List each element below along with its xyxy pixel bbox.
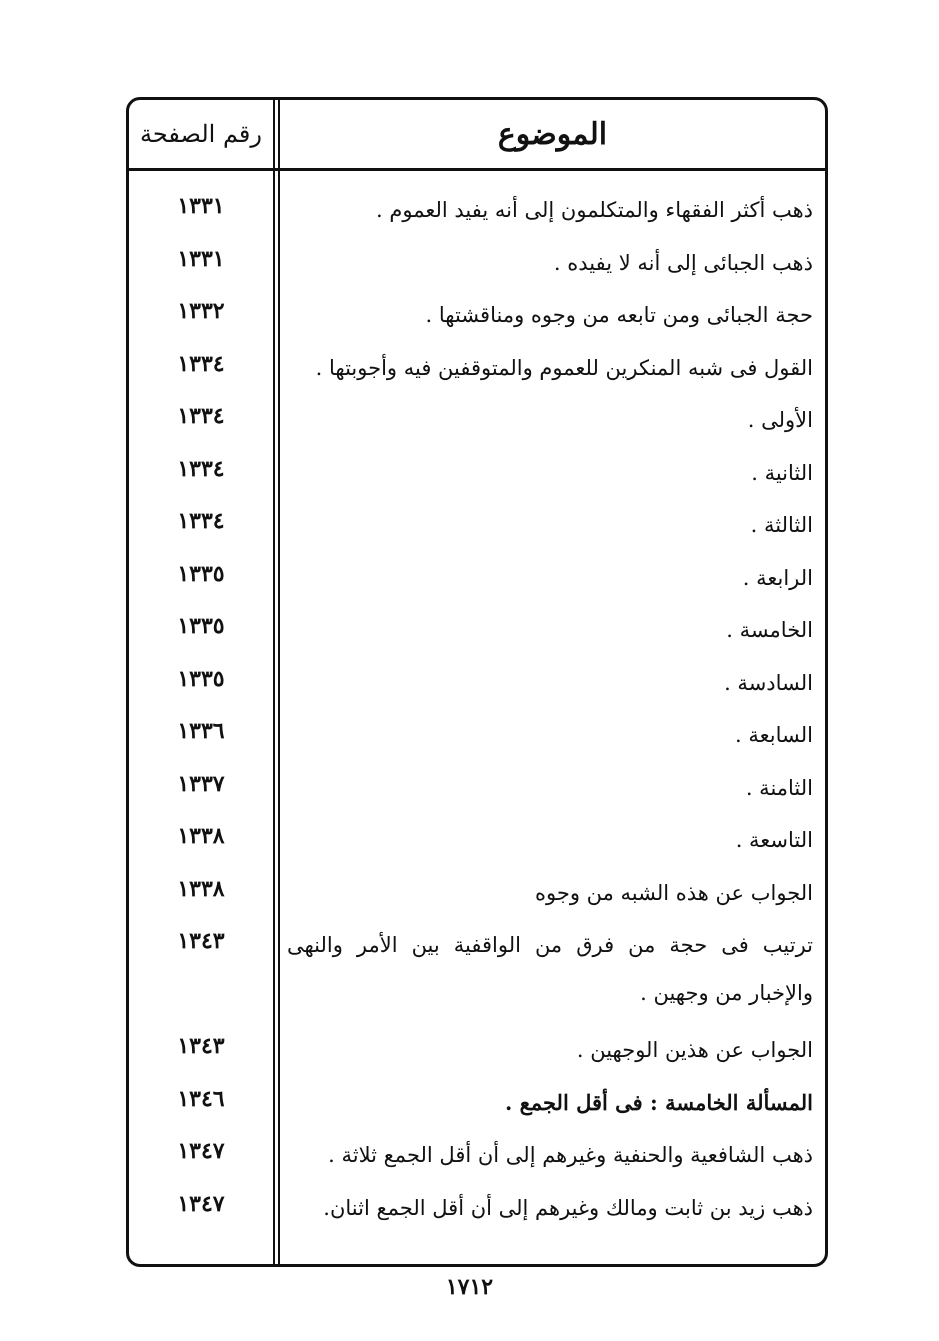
row-topic: حجة الجبائى ومن تابعه من وجوه ومناقشتها .	[425, 303, 813, 327]
row-topic: الثانية .	[751, 460, 813, 485]
row-topic: الجواب عن هذه الشبه من وجوه	[534, 880, 813, 905]
row-topic: الثامنة .	[745, 775, 813, 800]
table-row	[129, 758, 825, 811]
row-topic: ذهب أكثر الفقهاء والمتكلمون إلى أنه يفيد العموم .	[376, 198, 813, 222]
row-topic: الثالثة .	[750, 513, 813, 537]
table-row	[129, 443, 825, 496]
toc-rows	[129, 180, 825, 1248]
header-page-number: رقم الصفحة	[140, 120, 262, 148]
row-topic: القول فى شبه المنكرين للعموم والمتوقفين فيه وأجوبتها .	[315, 355, 813, 380]
table-row	[129, 705, 825, 758]
row-topic: السابعة .	[735, 723, 813, 747]
row-page-number: ١٣٣٥	[177, 560, 225, 587]
row-page-number: ١٣٣٨	[177, 875, 225, 902]
row-page-number: ١٣٤٧	[177, 1190, 225, 1217]
row-page-number: ١٣٣٥	[177, 665, 225, 692]
row-topic: التاسعة .	[735, 828, 813, 852]
table-row	[129, 233, 825, 286]
row-page-number: ١٣٣١	[177, 193, 225, 219]
row-page-number: ١٣٤٦	[177, 1085, 225, 1112]
table-row	[129, 390, 825, 443]
row-topic: ذهب الجبائى إلى أنه لا يفيده .	[553, 250, 813, 275]
toc-table	[126, 97, 828, 1267]
row-topic: ذهب الشافعية والحنفية وغيرهم إلى أن أقل الجمع ثلاثة .	[328, 1143, 813, 1167]
row-topic: الجواب عن هذين الوجهين .	[576, 1038, 813, 1062]
header-topic: الموضوع	[497, 116, 608, 152]
row-page-number: ١٣٣٤	[177, 403, 225, 429]
row-topic: الأولى .	[747, 408, 813, 432]
table-row	[129, 1125, 825, 1178]
row-page-number: ١٣٣٦	[177, 718, 225, 744]
row-page-number: ١٣٣٤	[177, 455, 225, 482]
row-page-number: ١٣٣١	[177, 245, 225, 272]
table-row	[129, 180, 825, 233]
table-row	[129, 1073, 825, 1126]
row-topic: ترتيب فى حجة من فرق من الواقفية بين الأمر والنهى والإخبار من وجهين .	[287, 933, 813, 1005]
table-row	[129, 600, 825, 653]
table-row	[129, 863, 825, 916]
table-row	[129, 810, 825, 863]
row-topic: السادسة .	[724, 670, 813, 695]
table-row	[129, 915, 825, 1020]
table-row	[129, 653, 825, 706]
row-page-number: ١٣٣٥	[177, 613, 225, 639]
row-topic: الرابعة .	[742, 565, 813, 590]
table-row	[129, 548, 825, 601]
row-page-number: ١٣٣٧	[177, 770, 225, 797]
row-topic: ذهب زيد بن ثابت ومالك وغيرهم إلى أن أقل الجمع اثنان.	[323, 1195, 813, 1220]
row-topic-section-heading: المسألة الخامسة : فى أقل الجمع .	[505, 1089, 813, 1115]
table-row	[129, 1178, 825, 1248]
row-page-number: ١٣٣٤	[177, 350, 225, 377]
row-page-number: ١٣٤٣	[177, 928, 225, 954]
header-rule	[129, 168, 825, 171]
table-row	[129, 285, 825, 338]
page-number-footer: ١٧١٢	[445, 1274, 494, 1300]
table-row	[129, 338, 825, 391]
row-page-number: ١٣٤٧	[177, 1138, 225, 1164]
row-page-number: ١٣٤٣	[177, 1033, 225, 1059]
row-page-number: ١٣٣٨	[177, 823, 225, 849]
table-row	[129, 495, 825, 548]
row-page-number: ١٣٣٢	[177, 298, 225, 324]
row-topic: الخامسة .	[726, 618, 813, 642]
table-row	[129, 1020, 825, 1073]
row-page-number: ١٣٣٤	[177, 508, 225, 534]
